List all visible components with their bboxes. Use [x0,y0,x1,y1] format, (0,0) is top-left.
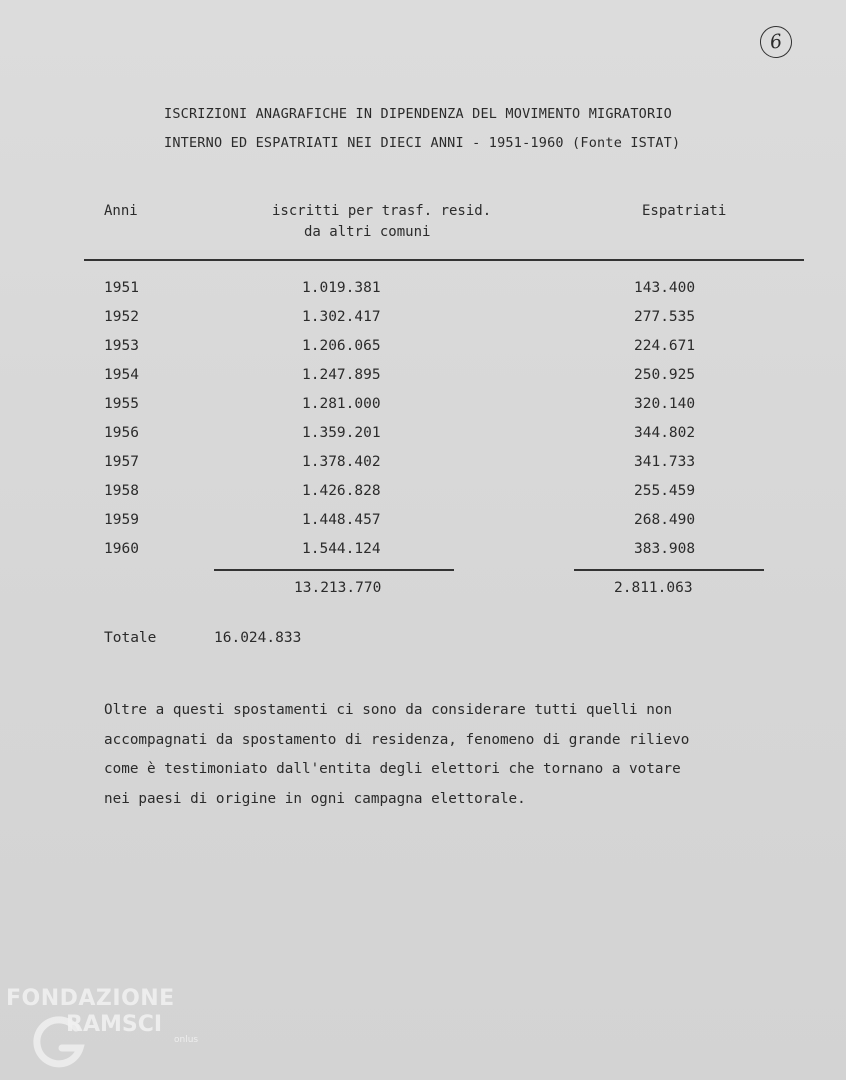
title-line-2: INTERNO ED ESPATRIATI NEI DIECI ANNI - 1951-1960 (Fonte ISTAT) [164,135,681,151]
watermark-line-1: FONDAZIONE [6,986,175,1011]
paragraph-line: nei paesi di origine in ogni campagna elettorale. [104,790,526,807]
title-line-1: ISCRIZIONI ANAGRAFICHE IN DIPENDENZA DEL MOVIMENTO MIGRATORIO [164,106,672,122]
iscritti-cell: 1.448.457 [302,512,381,528]
column-header-iscritti-sub: da altri comuni [304,224,431,240]
table-row [0,541,846,570]
espatriati-cell: 143.400 [634,280,696,296]
table-row [0,454,846,483]
table-row [0,396,846,425]
espatriati-cell: 224.671 [634,338,696,354]
table-body [0,280,846,570]
watermark-sub: onlus [174,1035,199,1045]
iscritti-cell: 1.544.124 [302,541,381,557]
year-cell: 1953 [104,338,139,354]
archive-watermark [6,988,198,1045]
year-cell: 1954 [104,367,139,383]
table-row [0,483,846,512]
sum-divider-espatriati [574,569,764,571]
table-row [0,338,846,367]
espatriati-cell: 341.733 [634,454,696,470]
watermark-line-2: RAMSCI [66,1012,163,1037]
table-row [0,367,846,396]
year-cell: 1955 [104,396,139,412]
year-cell: 1952 [104,309,139,325]
table-row [0,309,846,338]
sum-divider-iscritti [214,569,454,571]
iscritti-cell: 1.426.828 [302,483,381,499]
year-cell: 1958 [104,483,139,499]
column-header-year: Anni [104,203,138,219]
iscritti-cell: 1.281.000 [302,396,381,412]
espatriati-cell: 320.140 [634,396,696,412]
table-row [0,512,846,541]
year-cell: 1951 [104,280,139,296]
table-row [0,425,846,454]
header-divider [84,259,804,261]
espatriati-cell: 277.535 [634,309,696,325]
iscritti-cell: 1.359.201 [302,425,381,441]
sum-iscritti: 13.213.770 [294,580,382,596]
page-number: 6 [758,24,794,60]
year-cell: 1956 [104,425,139,441]
iscritti-cell: 1.019.381 [302,280,381,296]
iscritti-cell: 1.247.895 [302,367,381,383]
espatriati-cell: 255.459 [634,483,696,499]
sum-espatriati: 2.811.063 [614,580,693,596]
iscritti-cell: 1.378.402 [302,454,381,470]
year-cell: 1959 [104,512,139,528]
espatriati-cell: 250.925 [634,367,696,383]
espatriati-cell: 268.490 [634,512,696,528]
espatriati-cell: 383.908 [634,541,696,557]
total-label: Totale [104,630,157,646]
year-cell: 1957 [104,454,139,470]
paragraph-line: accompagnati da spostamento di residenza, fenomeno di grande rilievo [104,731,690,748]
total-value: 16.024.833 [214,630,302,646]
year-cell: 1960 [104,541,139,557]
paragraph-line: Oltre a questi spostamenti ci sono da considerare tutti quelli non [104,702,673,718]
column-header-iscritti: iscritti per trasf. resid. [272,203,492,219]
iscritti-cell: 1.302.417 [302,309,381,325]
body-paragraph [104,696,689,814]
table-row [0,280,846,309]
iscritti-cell: 1.206.065 [302,338,381,354]
espatriati-cell: 344.802 [634,425,696,441]
column-header-espatriati: Espatriati [642,203,727,219]
paragraph-line: come è testimoniato dall'entita degli elettori che tornano a votare [104,761,681,777]
